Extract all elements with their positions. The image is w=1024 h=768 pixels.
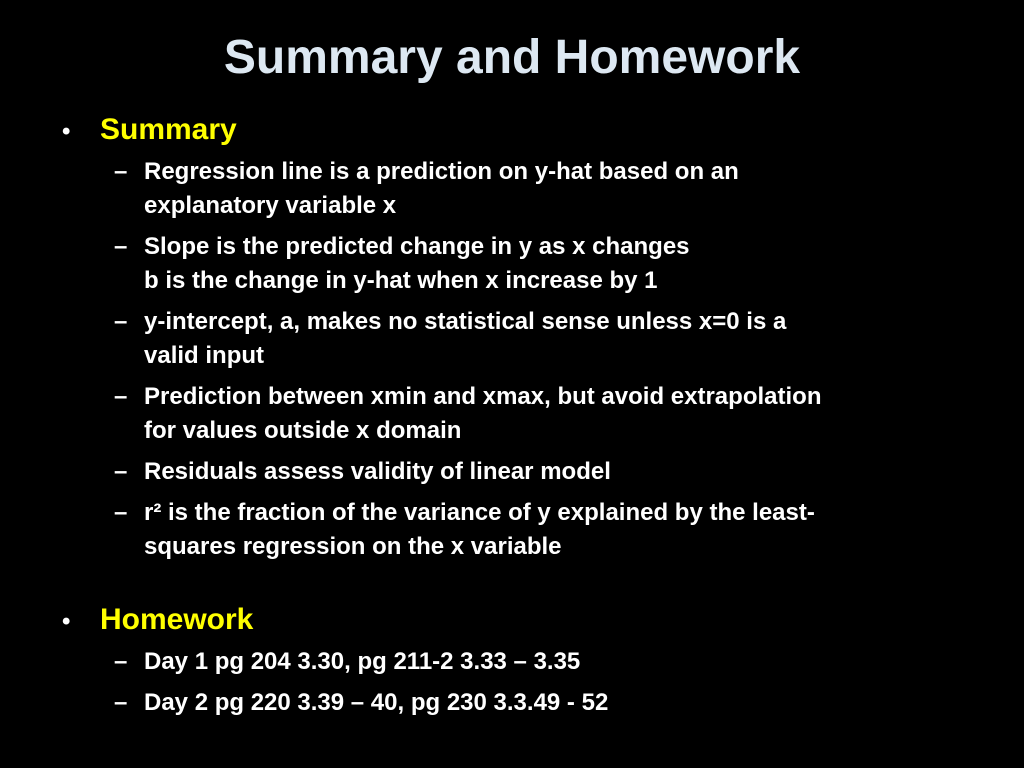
summary-item	[62, 305, 982, 373]
slide-title: Summary and Homework	[223, 31, 801, 84]
summary-item-text: Slope is the predicted change in y as x changes b is the change in y-hat when x increase by 1	[144, 233, 690, 294]
summary-item-text: r² is the fraction of the variance of y explained by the least- squares regression on the x variable	[144, 499, 815, 560]
homework-heading: Homework	[100, 603, 254, 636]
dash-icon: –	[114, 383, 128, 410]
summary-item	[62, 455, 982, 489]
summary-item-text: y-intercept, a, makes no statistical sense unless x=0 is a valid input	[144, 308, 787, 369]
homework-item-text: Day 2 pg 220 3.39 – 40, pg 230 3.3.49 - 52	[144, 689, 609, 716]
dash-icon: –	[114, 158, 128, 185]
homework-bullet	[62, 601, 982, 641]
summary-item	[62, 380, 982, 448]
summary-item-text: Regression line is a prediction on y-hat based on an explanatory variable x	[144, 158, 739, 219]
bullet-icon: •	[62, 118, 71, 145]
homework-item	[62, 686, 982, 720]
summary-item-text: Prediction between xmin and xmax, but avoid extrapolation for values outside x domain	[144, 383, 822, 444]
dash-icon: –	[114, 458, 128, 485]
dash-icon: –	[114, 648, 128, 675]
summary-list	[62, 155, 982, 564]
homework-list	[62, 645, 982, 720]
summary-item	[62, 230, 982, 298]
dash-icon: –	[114, 308, 128, 335]
summary-heading: Summary	[100, 113, 237, 146]
homework-item	[62, 645, 982, 679]
summary-item	[62, 496, 982, 564]
dash-icon: –	[114, 499, 128, 526]
homework-section	[62, 601, 982, 727]
summary-item-text: Residuals assess validity of linear model	[144, 458, 611, 485]
homework-item-text: Day 1 pg 204 3.30, pg 211-2 3.33 – 3.35	[144, 648, 581, 675]
bullet-icon: •	[62, 608, 71, 635]
summary-bullet	[62, 111, 982, 151]
dash-icon: –	[114, 233, 128, 260]
summary-item	[62, 155, 982, 223]
dash-icon: –	[114, 689, 128, 716]
summary-section	[62, 111, 982, 571]
